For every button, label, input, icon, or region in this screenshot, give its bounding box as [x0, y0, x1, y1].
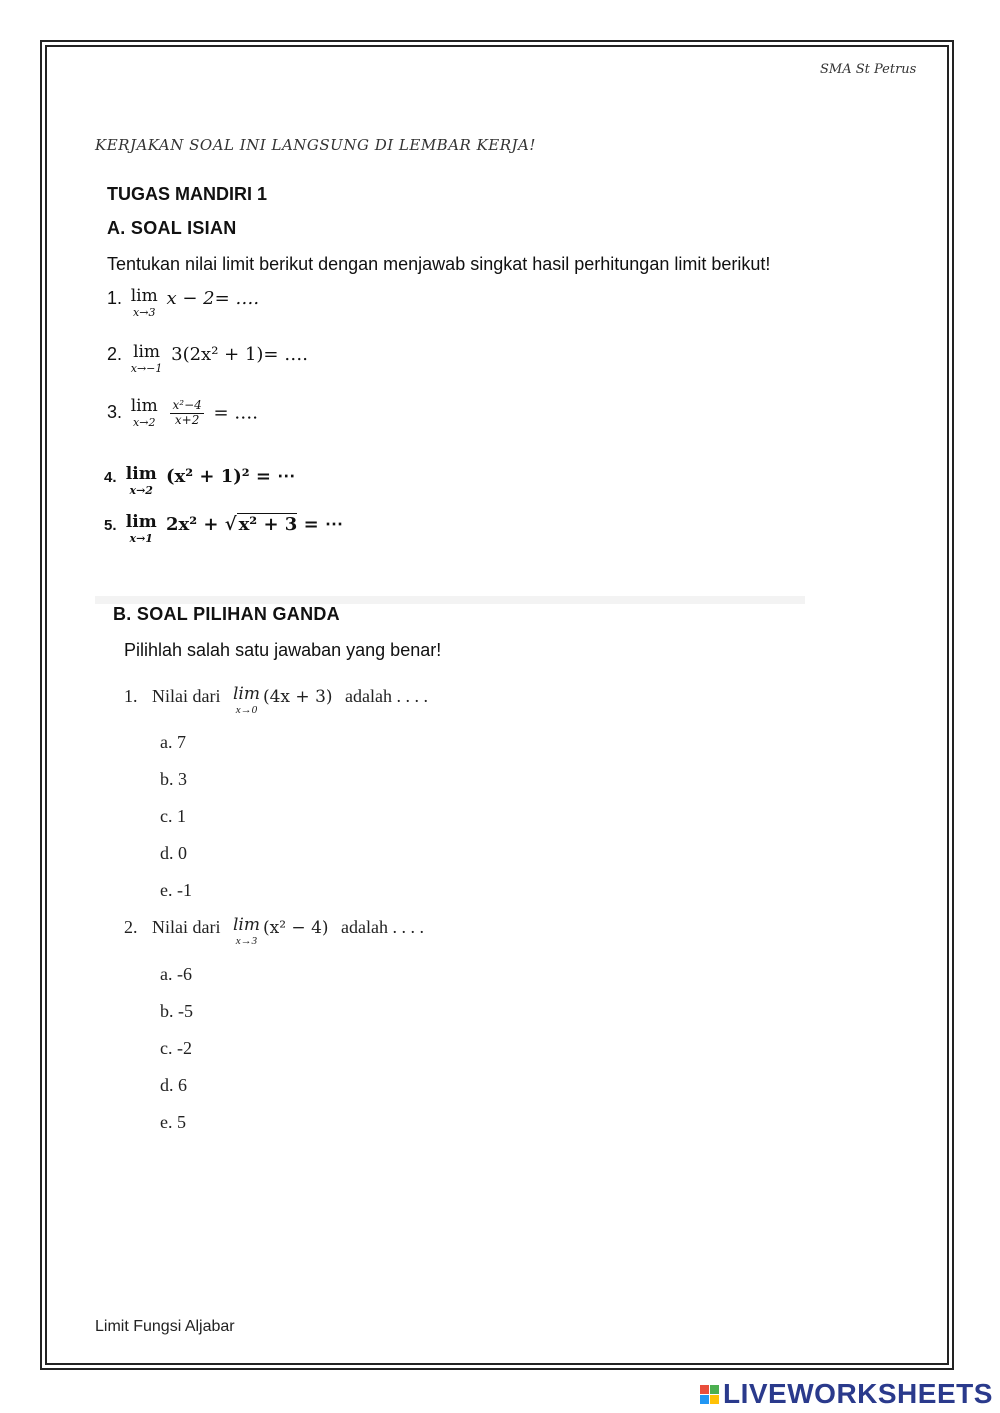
isian-question-4	[104, 466, 295, 496]
section-divider	[95, 596, 805, 604]
lim-word: lim	[232, 684, 260, 704]
liveworksheets-logo-icon	[700, 1385, 719, 1404]
fraction	[170, 399, 203, 426]
fraction-numerator: x²−4	[172, 398, 202, 413]
lim-word: lim	[133, 342, 161, 362]
question-prefix: Nilai dari	[152, 917, 221, 937]
isian-question-3	[107, 398, 258, 428]
mcq-option[interactable]: e. -1	[160, 880, 192, 900]
limit-operator	[233, 686, 260, 716]
mcq-option[interactable]: a. 7	[160, 732, 186, 752]
lim-word: lim	[130, 396, 158, 416]
limit-operator	[126, 514, 157, 544]
limit-expression: (x² + 1)² = ⋯	[165, 466, 296, 487]
mcq-option[interactable]: d. 6	[160, 1075, 187, 1095]
section-b-instruction: Pilihlah salah satu jawaban yang benar!	[124, 640, 442, 660]
question-number: 2.	[107, 344, 123, 364]
mcq-option[interactable]: c. 1	[160, 806, 186, 826]
lim-subscript: x→2	[133, 416, 156, 429]
lim-subscript: x→−1	[130, 362, 163, 375]
question-prefix: Nilai dari	[152, 686, 221, 706]
mcq-question-2	[124, 917, 424, 947]
section-a-instruction: Tentukan nilai limit berikut dengan menjawab singkat hasil perhitungan limit berikut!	[107, 254, 771, 274]
lim-subscript: x→1	[129, 532, 153, 545]
lim-word: lim	[130, 286, 158, 306]
lim-subscript: x→2	[129, 484, 153, 497]
limit-operator	[131, 398, 158, 428]
mcq-option[interactable]: e. 5	[160, 1112, 186, 1132]
question-number: 2.	[124, 917, 138, 937]
liveworksheets-brand[interactable]	[700, 1378, 993, 1410]
mcq-option[interactable]: b. 3	[160, 769, 187, 789]
limit-operator	[233, 917, 260, 947]
limit-operator	[126, 466, 157, 496]
question-number: 1.	[124, 686, 138, 706]
isian-question-1	[107, 288, 259, 318]
question-number: 3.	[107, 402, 123, 422]
question-number: 4.	[104, 469, 117, 486]
limit-operator	[131, 344, 163, 374]
school-name: SMA St Petrus	[820, 62, 917, 77]
limit-operator	[131, 288, 158, 318]
question-suffix: adalah . . . .	[345, 686, 428, 706]
square-root-radicand: x² + 3	[238, 514, 298, 535]
mcq-option[interactable]: c. -2	[160, 1038, 192, 1058]
section-a-heading: A. SOAL ISIAN	[107, 218, 237, 238]
limit-expression: x − 2= ….	[166, 288, 260, 309]
isian-question-5	[104, 514, 343, 544]
limit-expression: (4x + 3)	[262, 687, 333, 707]
question-number: 1.	[107, 288, 123, 308]
limit-expression: (x² − 4)	[262, 918, 329, 938]
isian-question-2	[107, 344, 308, 374]
mcq-option[interactable]: a. -6	[160, 964, 192, 984]
question-suffix: adalah . . . .	[341, 917, 424, 937]
brand-name: LIVEWORKSHEETS	[723, 1378, 993, 1409]
lim-subscript: x→3	[235, 935, 258, 947]
page-title: TUGAS MANDIRI 1	[107, 184, 268, 204]
mcq-option[interactable]: b. -5	[160, 1001, 193, 1021]
section-b-heading: B. SOAL PILIHAN GANDA	[113, 604, 340, 624]
limit-expression: 3(2x² + 1)= ….	[171, 344, 308, 365]
limit-tail: = ….	[213, 402, 259, 424]
mcq-option[interactable]: d. 0	[160, 843, 187, 863]
worksheet-instruction: KERJAKAN SOAL INI LANGSUNG DI LEMBAR KERJA!	[95, 136, 536, 154]
limit-expression: 2x² + √	[165, 514, 237, 535]
lim-word: lim	[125, 464, 157, 484]
mcq-question-1	[124, 686, 428, 716]
lim-subscript: x→0	[235, 704, 258, 716]
footer-text: Limit Fungsi Aljabar	[95, 1318, 235, 1335]
lim-subscript: x→3	[133, 306, 156, 319]
lim-word: lim	[125, 512, 157, 532]
fraction-denominator: x+2	[174, 412, 200, 427]
lim-word: lim	[232, 915, 260, 935]
question-number: 5.	[104, 517, 117, 534]
limit-tail: = ⋯	[297, 514, 343, 535]
